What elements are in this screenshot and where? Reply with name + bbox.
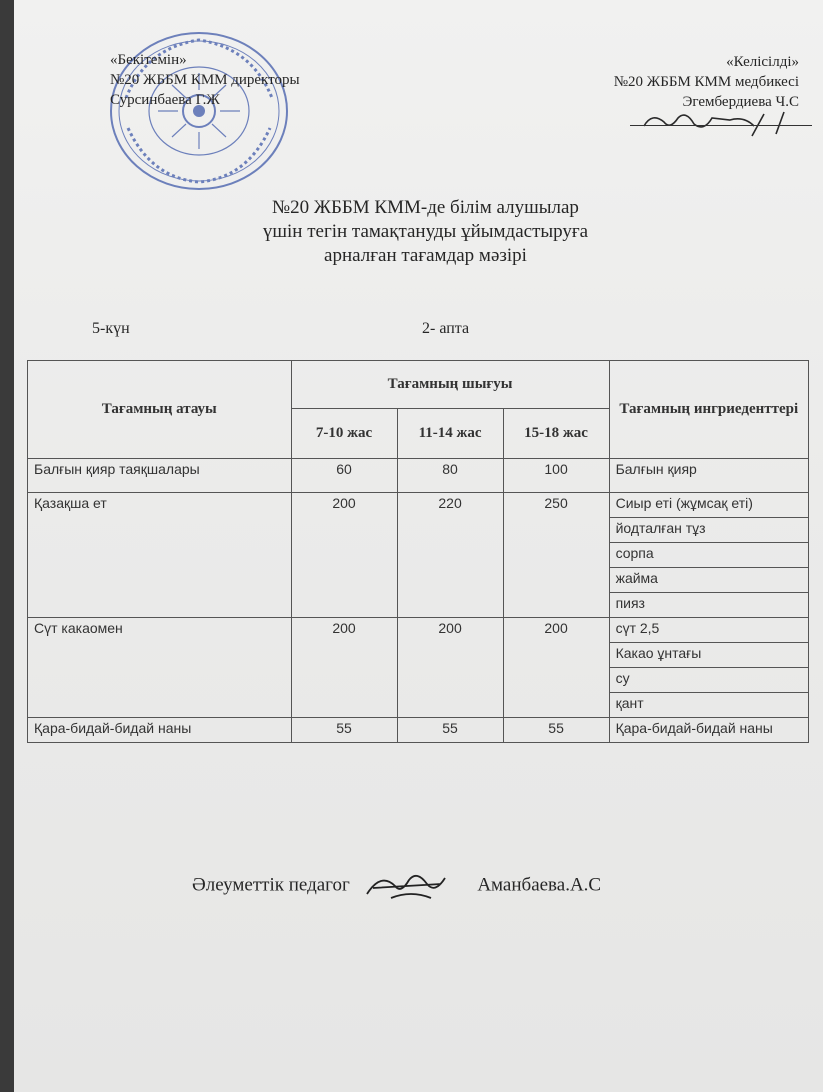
ingredient: Қара-бидай-бидай наны — [615, 720, 773, 736]
header-age-7-10: 7-10 жас — [291, 409, 397, 459]
ingredient: жайма — [610, 568, 808, 593]
agreement-org: №20 ЖББМ КММ медбикесі — [613, 74, 799, 90]
ingredient: Балғын қияр — [615, 461, 697, 477]
ingredient: су — [610, 668, 808, 693]
yield-11-14: 200 — [397, 618, 503, 718]
dish-name: Қара-бидай-бидай наны — [28, 718, 292, 743]
ingredients-cell — [609, 493, 808, 618]
table-row — [28, 618, 809, 718]
ingredient: йодталған тұз — [610, 518, 808, 543]
ingredients-cell — [609, 618, 808, 718]
pedagogue-signature — [361, 868, 449, 904]
dish-name: Балғын қияр таяқшалары — [28, 459, 292, 493]
yield-15-18: 55 — [503, 718, 609, 743]
nurse-signature — [634, 108, 814, 138]
ingredients-cell — [609, 459, 808, 493]
dish-name: Сүт какаомен — [28, 618, 292, 718]
table-row — [28, 718, 809, 743]
yield-11-14: 80 — [397, 459, 503, 493]
table-row — [28, 493, 809, 618]
yield-15-18: 200 — [503, 618, 609, 718]
agreement-block — [614, 52, 799, 112]
ingredient: қант — [615, 695, 644, 711]
header-age-11-14: 11-14 жас — [397, 409, 503, 459]
ingredient: сүт 2,5 — [610, 618, 808, 643]
ingredient: Какао ұнтағы — [610, 643, 808, 668]
header-name: Тағамның атауы — [28, 361, 292, 459]
ingredients-cell — [609, 718, 808, 743]
ingredient: Сиыр еті (жұмсақ еті) — [610, 493, 808, 518]
approval-person: Сурсинбаева Г.Ж — [110, 92, 220, 108]
agreement-label: «Келісілді» — [726, 54, 799, 70]
footer-role: Әлеуметтік педагог — [192, 874, 350, 896]
yield-11-14: 220 — [397, 493, 503, 618]
yield-15-18: 250 — [503, 493, 609, 618]
agreement-person: Эгембердиева Ч.С — [682, 94, 799, 110]
yield-7-10: 55 — [291, 718, 397, 743]
yield-7-10: 200 — [291, 618, 397, 718]
menu-table — [27, 360, 809, 743]
footer-name: Аманбаева.А.С — [477, 874, 602, 896]
header-ingredients: Тағамның ингриеденттері — [609, 361, 808, 459]
yield-7-10: 200 — [291, 493, 397, 618]
approval-org: №20 ЖББМ КММ директоры — [110, 72, 300, 88]
title-line-1: №20 ЖББМ КММ-де білім алушылар — [272, 197, 579, 218]
header-age-15-18: 15-18 жас — [503, 409, 609, 459]
approval-block — [110, 50, 300, 110]
title-line-2: үшін тегін тамақтануды ұйымдастыруға — [262, 221, 589, 242]
table-row — [28, 459, 809, 493]
day-label: 5-күн — [92, 320, 130, 337]
ingredient: сорпа — [610, 543, 808, 568]
week-label: 2- апта — [422, 320, 470, 337]
header-yield: Тағамның шығуы — [291, 361, 609, 409]
dish-name: Қазақша ет — [28, 493, 292, 618]
title-line-3: арналған тағамдар мәзірі — [324, 245, 527, 266]
document-title — [14, 196, 823, 268]
yield-11-14: 55 — [397, 718, 503, 743]
yield-7-10: 60 — [291, 459, 397, 493]
footer-signature-block — [192, 868, 601, 904]
ingredient: пияз — [615, 595, 645, 611]
signature-line — [630, 125, 812, 126]
approval-label: «Бекітемін» — [110, 52, 187, 68]
yield-15-18: 100 — [503, 459, 609, 493]
